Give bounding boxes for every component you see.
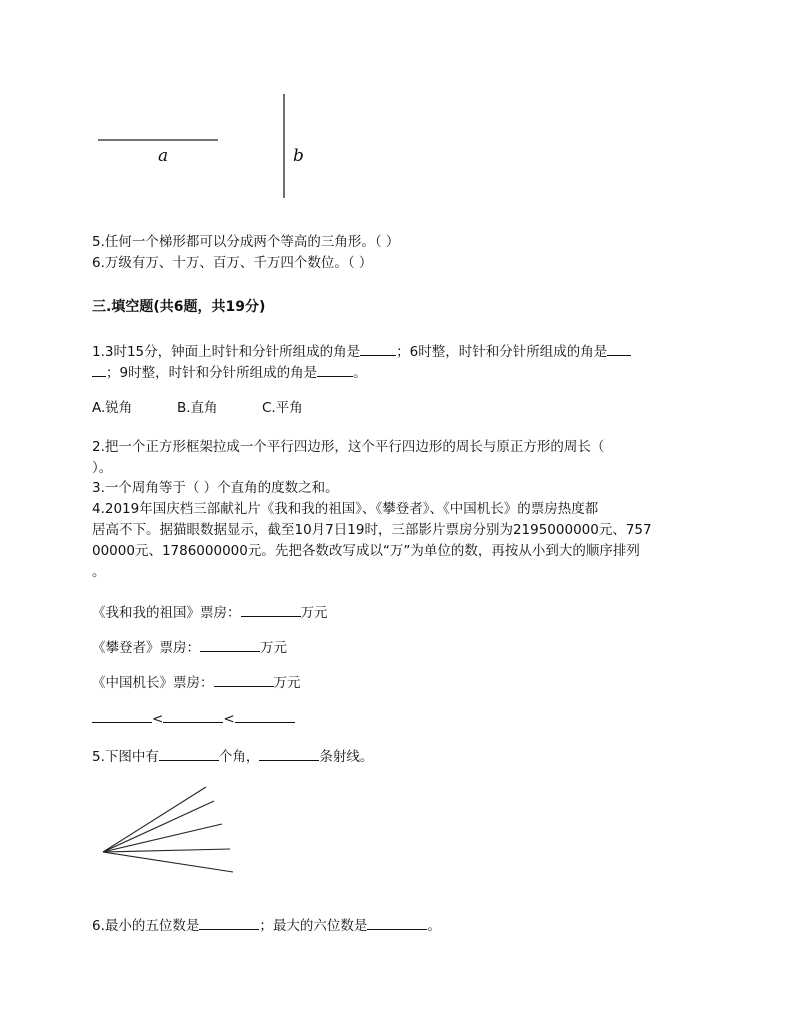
q1-blank-1[interactable]	[360, 341, 396, 356]
q6-text-c: 。	[427, 918, 441, 934]
ray-5	[103, 852, 233, 872]
q1-text-b: ；6时整，时针和分针所组成的角是	[396, 344, 608, 360]
line-a-label: a	[158, 146, 169, 166]
q4-line2: 居高不下。据猫眼数据显示，截至10月7日19时，三部影片票房分别为2195000000元、757	[92, 522, 652, 538]
q5-row	[92, 746, 373, 767]
q2-line1: 2.把一个正方形框架拉成一个平行四边形，这个平行四边形的周长与原正方形的周长（	[92, 439, 605, 455]
q4-line3: 00000元、1786000000元。先把各数改写成以“万”为单位的数，再按从小到大的顺序排列	[92, 543, 640, 559]
q5-blank-angles[interactable]	[159, 746, 219, 761]
line-b-label: b	[293, 146, 304, 166]
q6-text-a: 6.最小的五位数是	[92, 918, 200, 934]
q5-text-b: 个角，	[218, 749, 260, 765]
q4-line4: 。	[92, 564, 106, 580]
ray-3	[103, 824, 222, 852]
q4-line1: 4.2019年国庆档三部献礼片《我和我的祖国》、《攀登者》、《中国机长》的票房热度都	[92, 501, 599, 517]
tf-question-6: 6.万级有万、十万、百万、千万四个数位。（ ）	[92, 255, 373, 271]
q4-film1-unit: 万元	[300, 605, 328, 621]
q4-less-than-1: <	[152, 711, 164, 727]
q5-text-c: 条射线。	[319, 749, 374, 765]
ray-4	[103, 849, 230, 852]
q1-blank-2a[interactable]	[607, 341, 631, 356]
q4-order-row	[92, 708, 295, 729]
q2-line2: ）。	[92, 460, 113, 476]
q4-film2-unit: 万元	[260, 640, 287, 656]
q4-less-than-2: <	[223, 711, 235, 727]
q4-order-blank-2[interactable]	[163, 708, 223, 723]
q1-blank-3[interactable]	[317, 362, 353, 377]
q4-film1-row	[92, 602, 328, 623]
q4-film3-blank[interactable]	[214, 672, 274, 687]
q4-film2-blank[interactable]	[200, 637, 260, 652]
q6-blank-1[interactable]	[199, 915, 259, 930]
q6-blank-2[interactable]	[367, 915, 427, 930]
q4-film1-blank[interactable]	[241, 602, 301, 617]
ray-2	[103, 801, 214, 852]
q1-text-a: 1.3时15分，钟面上时针和分针所组成的角是	[92, 344, 361, 360]
ray-1	[103, 787, 206, 852]
q4-film3-row	[92, 672, 301, 693]
q5-text-a: 5.下图中有	[92, 749, 159, 765]
q1-blank-2b[interactable]	[92, 362, 106, 377]
q1-option-c: C.平角	[262, 400, 303, 416]
q6-text-b: ；最大的六位数是	[259, 918, 368, 934]
q4-film2-label: 《攀登者》票房：	[92, 640, 200, 656]
tf-question-5: 5.任何一个梯形都可以分成两个等高的三角形。（ ）	[92, 234, 400, 250]
q4-order-blank-1[interactable]	[92, 708, 152, 723]
q1-line1	[92, 341, 631, 362]
q4-film2-row	[92, 637, 287, 658]
section-title: 三.填空题(共6题，共19分)	[92, 299, 266, 315]
q1-text-c: ；9时整，时针和分针所组成的角是	[106, 365, 318, 381]
q4-film3-unit: 万元	[273, 675, 301, 691]
rays-figure	[103, 787, 233, 872]
q1-option-b: B.直角	[177, 400, 218, 416]
q4-film3-label: 《中国机长》票房：	[92, 675, 214, 691]
q5-blank-rays[interactable]	[259, 746, 319, 761]
q4-order-blank-3[interactable]	[235, 708, 295, 723]
q4-film1-label: 《我和我的祖国》票房：	[92, 605, 241, 621]
q1-text-d: 。	[353, 365, 367, 381]
q6-row	[92, 915, 441, 936]
q3-line: 3.一个周角等于（ ）个直角的度数之和。	[92, 480, 339, 496]
q1-option-a: A.锐角	[92, 400, 133, 416]
q1-line2	[92, 362, 367, 383]
